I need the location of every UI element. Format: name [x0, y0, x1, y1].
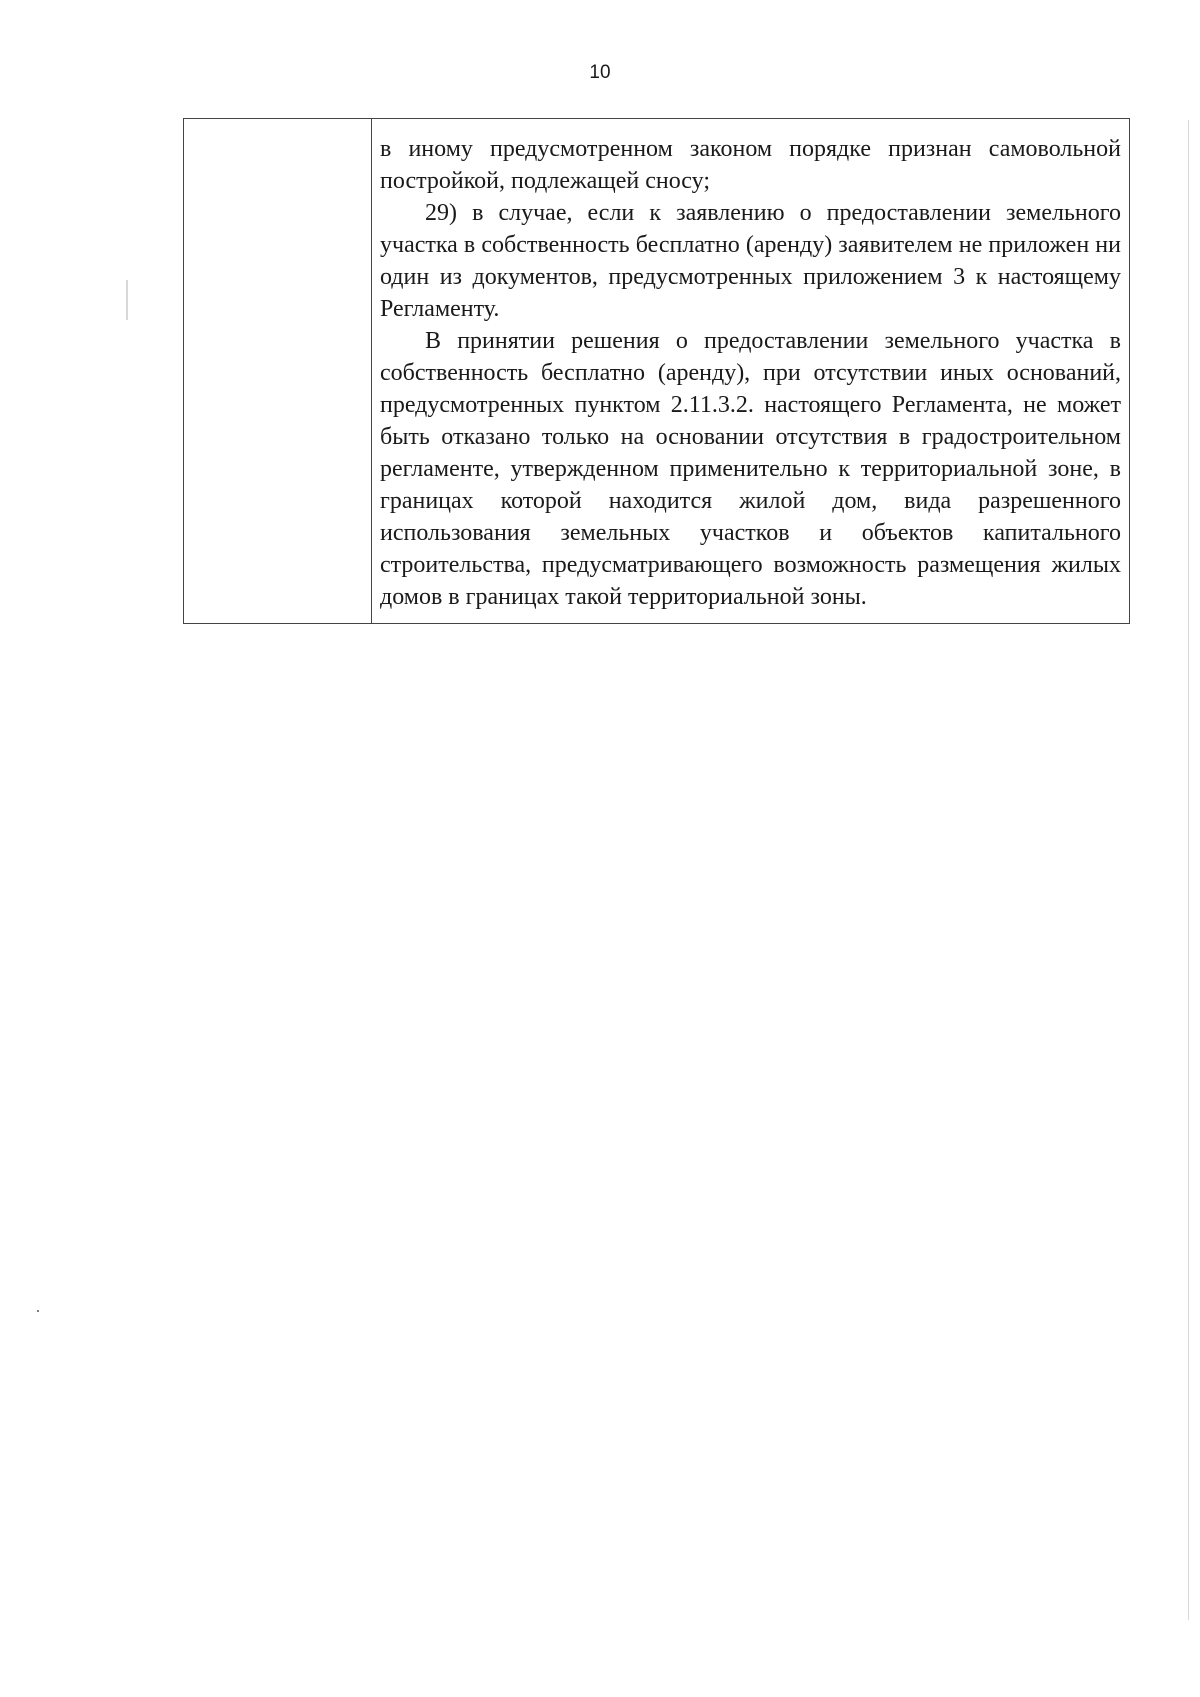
scan-edge-mark-left: [126, 280, 128, 320]
scan-edge-mark-right: [1188, 120, 1189, 1620]
page-number: 10: [589, 62, 611, 83]
scan-dot: [37, 1310, 39, 1312]
paragraph-continuation: в иному предусмотренном законом порядке признан самовольной постройкой, подлежащей сносу;: [380, 136, 1121, 194]
table-cell-left: [184, 119, 372, 624]
table-row: [184, 119, 1130, 624]
table-cell-right: [372, 119, 1130, 624]
document-table: [183, 118, 1130, 624]
paragraph-item-29: 29) в случае, если к заявлению о предоставлении земельного участка в собственность бесплатно (аренду) заявителем не приложен ни один из документов, предусмотренных приложением 3 к настоящему Регламенту.: [380, 200, 1121, 322]
paragraph-decision-note: В принятии решения о предоставлении земельного участка в собственность бесплатно (аренду), при отсутствии иных оснований, предусмотренных пунктом 2.11.3.2. настоящего Регламента, не может быть отказано только на основании отсутствия в градостроительном регламенте, утвержденном применительно к территориальной зоне, в границах которой находится жилой дом, вида разрешенного использования земельных участков и объектов капитального строительства, предусматривающего возможность размещения жилых домов в границах такой территориальной зоны.: [380, 328, 1121, 610]
